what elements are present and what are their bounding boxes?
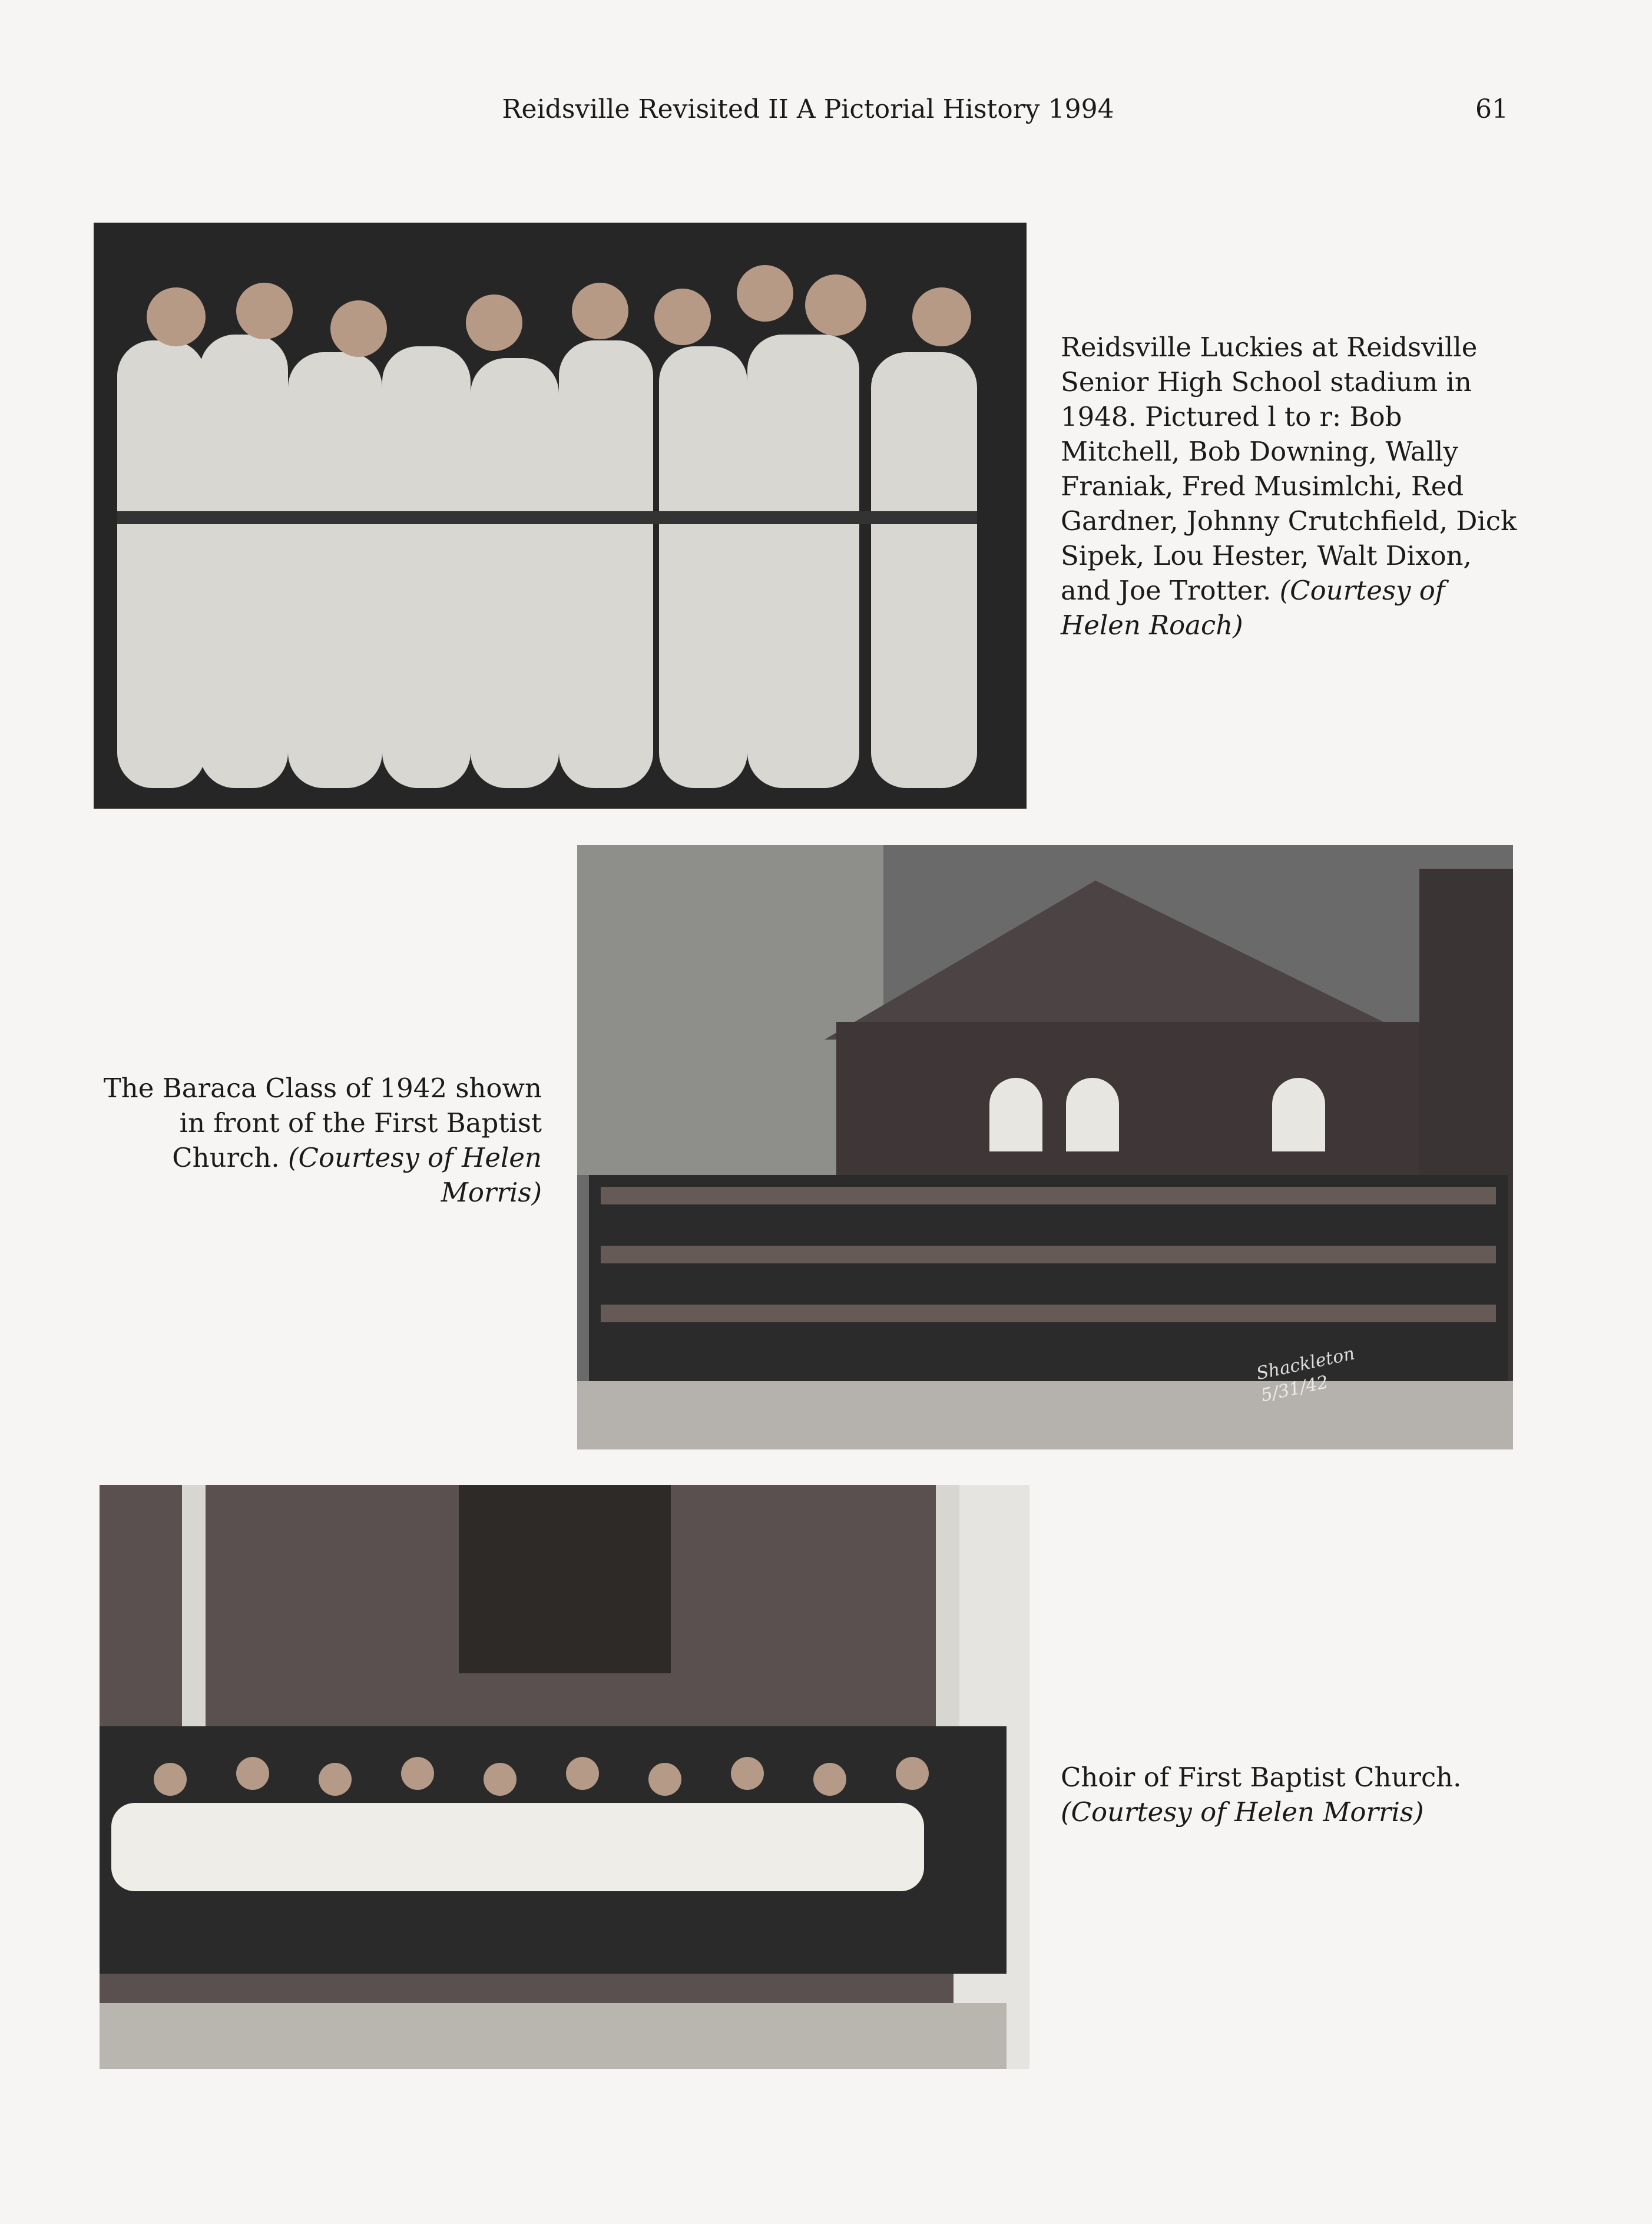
caption-text: Choir of First Baptist Church. [1061, 1762, 1462, 1793]
caption-baraca-class [82, 1071, 542, 1210]
photo-church-choir [100, 1485, 1029, 2069]
caption-credit: (Courtesy of Helen Roach) [1061, 575, 1445, 641]
page-number: 61 [1475, 94, 1508, 124]
photo-baseball-team [94, 223, 1027, 809]
caption-text: The Baraca Class of 1942 shown in front of the First Baptist Church. [103, 1073, 542, 1173]
running-header-title: Reidsville Revisited II A Pictorial History 1994 [502, 94, 1114, 124]
caption-church-choir [1061, 1760, 1532, 1829]
photographer-signature: Shackleton 5/31/42 [1254, 1343, 1357, 1406]
caption-credit: (Courtesy of Helen Morris) [287, 1142, 542, 1208]
caption-text: Reidsville Luckies at Reidsville Senior High School stadium in 1948. Pictured l to r: Bob Mitchell, Bob Downing, Wally Franiak, Fred Musimlchi, Red Gardner, Johnny Crutchfield, Dick Sipek, Lou Hester, Walt Dixon, and Joe Trotter. [1061, 332, 1517, 606]
photo-baraca-class [577, 845, 1513, 1449]
caption-credit: (Courtesy of Helen Morris) [1061, 1796, 1424, 1828]
caption-baseball-team [1061, 330, 1520, 643]
